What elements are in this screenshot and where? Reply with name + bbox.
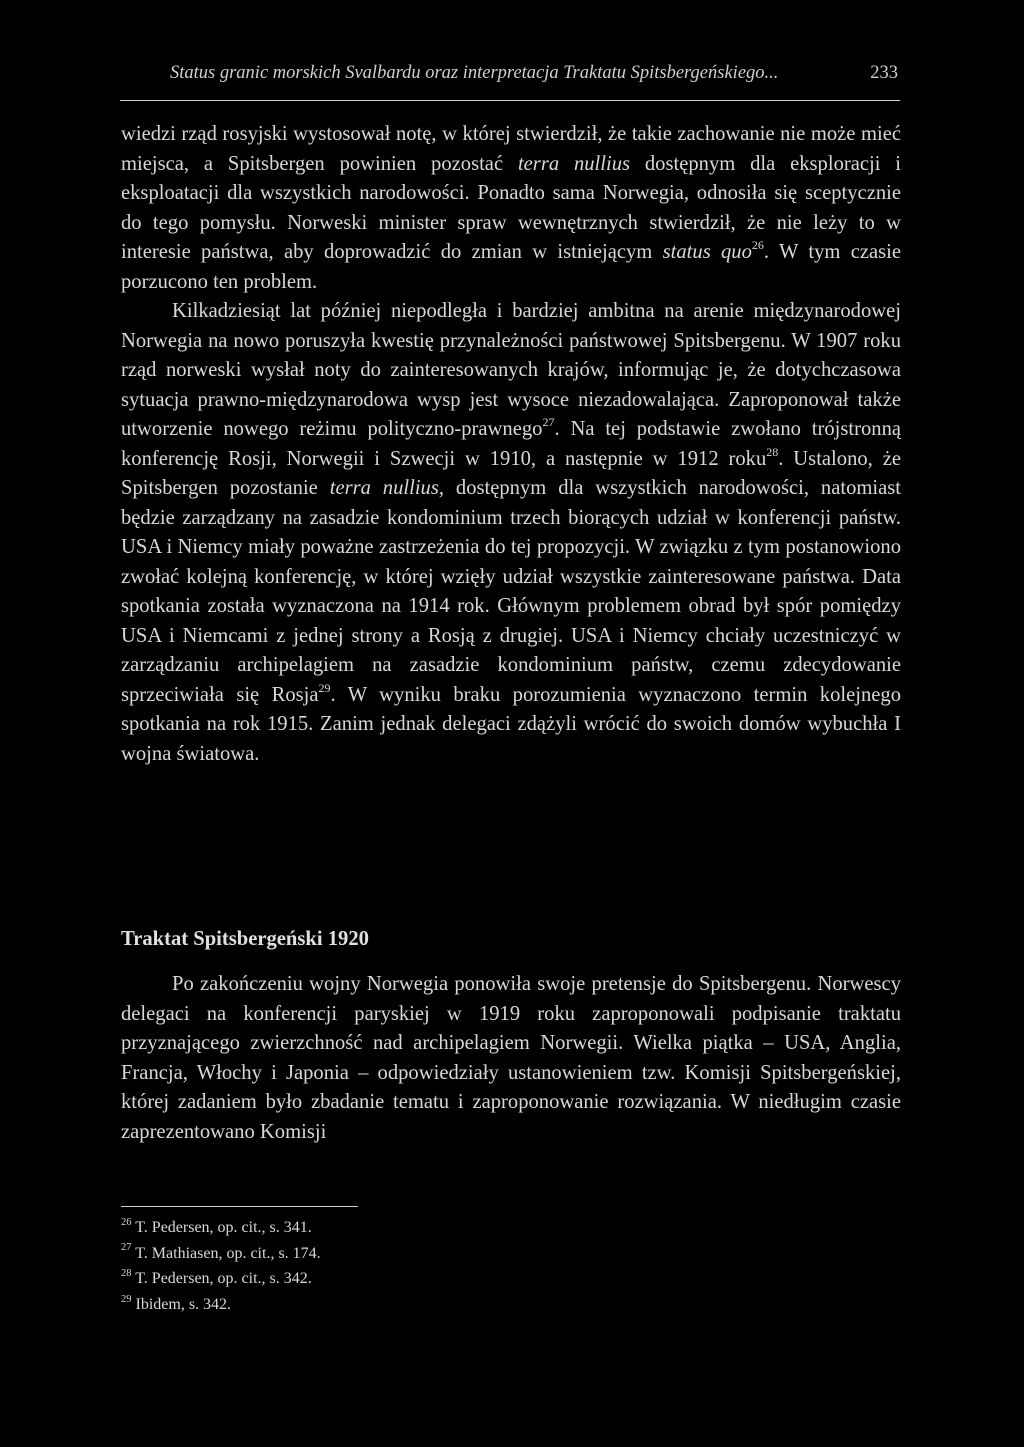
paragraph-2-text: . Na tej podstawie zwołano trójstronną konferencję Rosji, Norwegii i Szwecji w 1910, a następnie w 1912 roku	[121, 418, 902, 470]
footnote-number: 26	[121, 1216, 132, 1228]
footnote-text: T. Pedersen, op. cit., s. 342.	[131, 1270, 312, 1288]
footnote-item	[121, 1292, 321, 1318]
footnote-text: T. Pedersen, op. cit., s. 341.	[131, 1219, 312, 1236]
body-text-section	[121, 970, 901, 1147]
italic-terra-nullius: terra nullius	[517, 152, 631, 175]
paragraph-1	[121, 120, 901, 297]
paragraph-1-text: dostępnym dla eksploracji i eksploatacji dla wszystkich narodowości. Ponadto sama Norwegia, odnosiła się sceptycznie do tego pomysłu. Norweski minister spraw wewnętrznych stwierdził, że nie leży to w interesie państwa, aby doprowadzić do zmian w istniejącym	[121, 152, 902, 263]
italic-status-quo: status quo	[662, 241, 752, 263]
paragraph-1-text: . W tym czasie porzucono ten problem.	[121, 241, 901, 293]
paragraph-1-text: wiedzi rząd rosyjski wystosował notę, w której stwierdził, że takie zachowanie nie może mieć miejsca, a Spitsbergen powinien pozostać	[121, 123, 901, 175]
footnote-ref-28[interactable]: 28	[766, 444, 779, 459]
page-number: 233	[870, 63, 898, 83]
paragraph-2-text: . W wyniku braku porozumienia wyznaczono termin kolejnego spotkania na rok 1915. Zanim jednak delegaci zdążyli wrócić do swoich domów wybuchła I wojna światowa.	[121, 683, 901, 765]
body-text	[121, 120, 901, 769]
footnote-text: T. Mathiasen, op. cit., s. 174.	[131, 1244, 321, 1262]
footnote-item	[121, 1266, 321, 1292]
running-header-title: Status granic morskich Svalbardu oraz interpretacja Traktatu Spitsbergeńskiego...	[170, 63, 779, 83]
paragraph-2-text: Kilkadziesiąt lat później niepodległa i bardziej ambitna na arenie międzynarodowej Norwegia na nowo poruszyła kwestię przynależności państwowej Spitsbergenu. W 1907 roku rząd norweski wysłał noty do zainteresowanych krajów, informując je, że dotychczasowa sytuacja prawno-międzynarodowa wysp jest wysoce niezadowalająca. Zaproponował także utworzenie nowego reżimu polityczno-prawnego	[121, 300, 901, 440]
footnote-number: 27	[121, 1242, 132, 1254]
paragraph-3: Po zakończeniu wojny Norwegia ponowiła swoje pretensje do Spitsbergenu. Norwescy delegaci na konferencji paryskiej w 1919 roku zaproponowali podpisanie traktatu przyznającego zwierzchność nad archipelagiem Norwegii. Wielka piątka – USA, Anglia, Francja, Włochy i Japonia – odpowiedziały ustanowieniem tzw. Komisji Spitsbergeńskiej, której zadaniem było zbadanie tematu i zaproponowanie rozwiązania. W niedługim czasie zaprezentowano Komisji	[121, 973, 901, 1143]
footnote-item	[121, 1215, 321, 1241]
footnote-ref-29[interactable]: 29	[318, 680, 331, 695]
footnote-ref-27[interactable]: 27	[542, 415, 555, 430]
footnotes	[121, 1215, 321, 1318]
footnote-number: 29	[121, 1293, 132, 1305]
footnote-item	[121, 1241, 321, 1267]
paragraph-2-text: , dostępnym dla wszystkich narodowości, natomiast będzie zarządzany na zasadzie kondominium trzech biorących udział w konferencji państw. USA i Niemcy miały poważne zastrzeżenia do tej propozycji. W związku z tym postanowiono zwołać kolejną konferencję, w której wzięły udział wszystkie zainteresowane państwa. Data spotkania została wyznaczona na 1914 rok. Głównym problemem obrad był spór pomiędzy USA i Niemcami z jednej strony a Rosją z drugiej. USA i Niemcy chciały uczestniczyć w zarządzaniu archipelagiem na zasadzie kondominium państw, czemu zdecydowanie sprzeciwiała się Rosja	[121, 477, 901, 706]
footnote-separator	[121, 1206, 358, 1207]
footnote-text: Ibidem, s. 342.	[131, 1296, 232, 1314]
footnote-ref-26[interactable]: 26	[751, 238, 764, 253]
footnote-number: 28	[121, 1268, 132, 1280]
italic-terra-nullius: terra nullius	[329, 477, 439, 499]
running-header	[120, 60, 900, 101]
paragraph-2-text: . Ustalono, że Spitsbergen pozostanie	[121, 447, 901, 499]
section-heading: Traktat Spitsbergeński 1920	[121, 928, 369, 950]
paragraph-2	[121, 297, 901, 769]
